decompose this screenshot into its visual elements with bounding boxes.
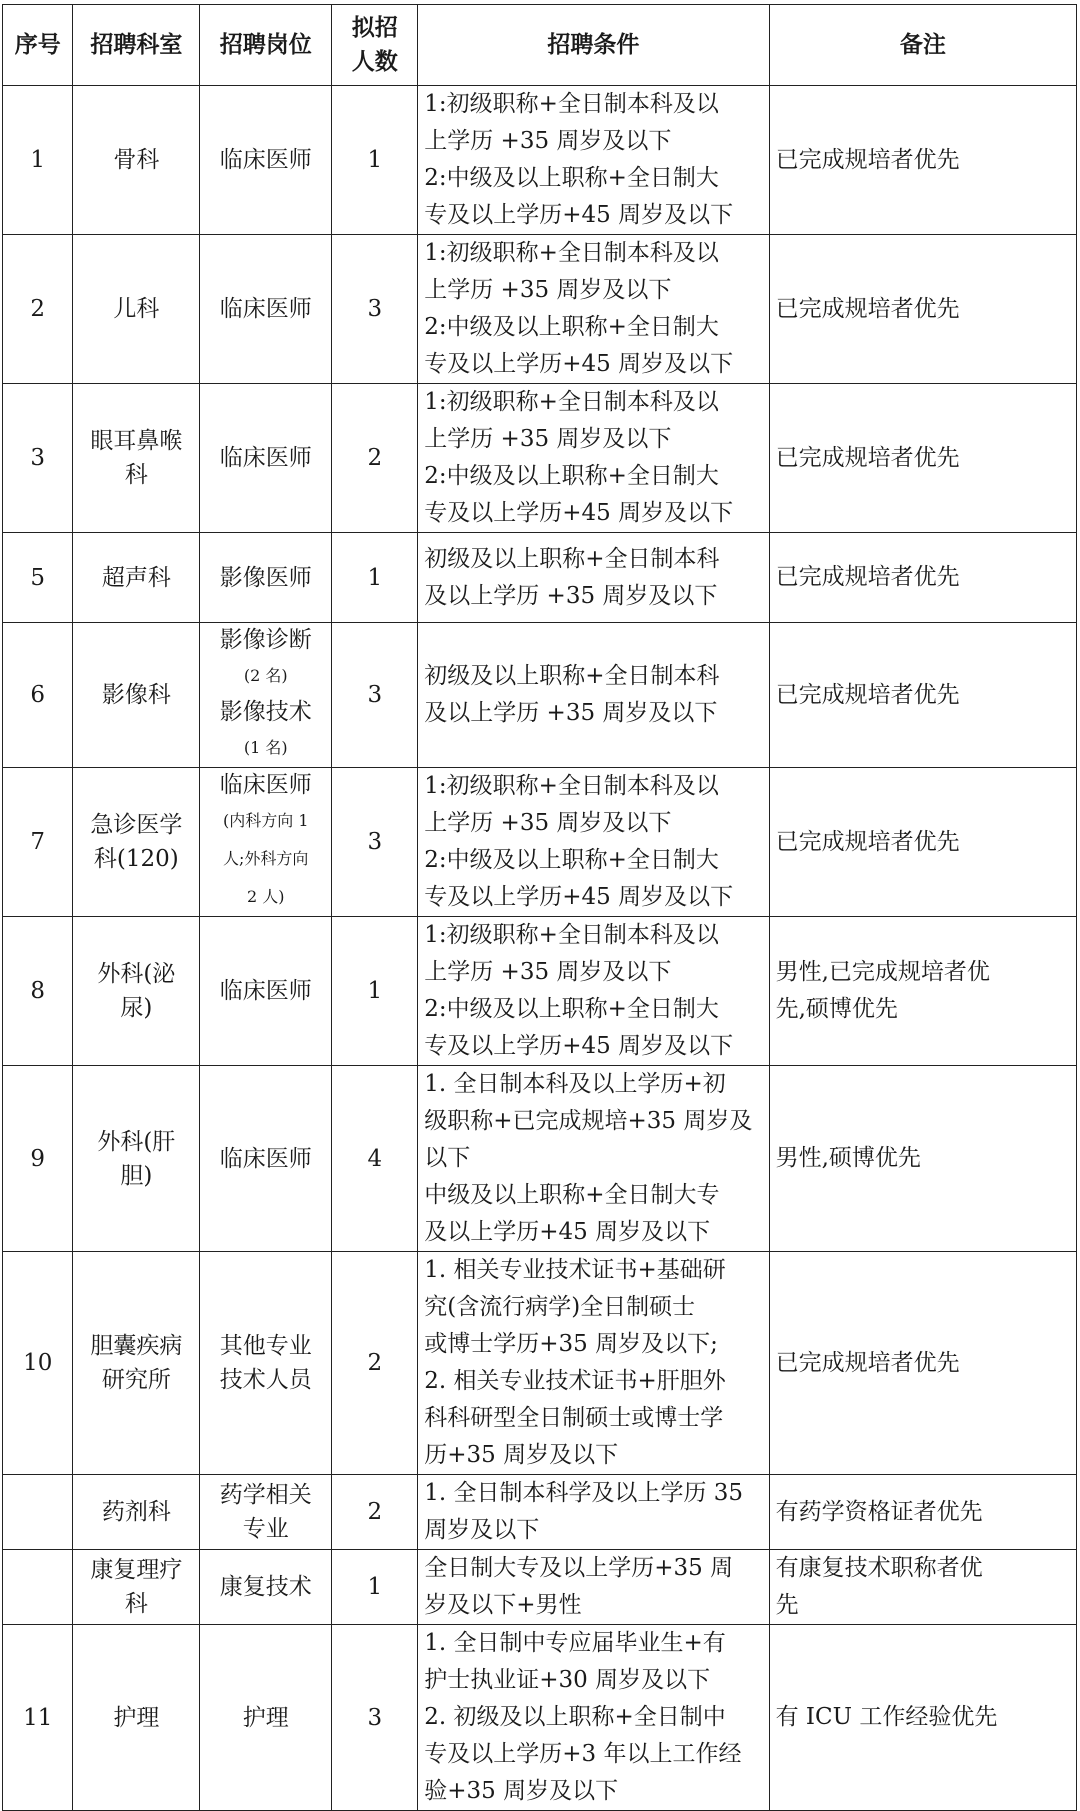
cell-count: 2: [332, 1475, 418, 1550]
department-line: 胆囊疾病: [90, 1333, 183, 1359]
cell-count: 4: [332, 1066, 418, 1252]
table-row: [3, 533, 1077, 623]
table-row: [3, 235, 1077, 384]
cell-count: 1: [332, 86, 418, 235]
cell-conditions: [418, 1066, 769, 1252]
cell-position: [200, 235, 332, 384]
cell-remarks: [769, 1550, 1076, 1625]
cell-index: 8: [3, 917, 73, 1066]
condition-line: 及以上学历 +35 周岁及以下: [424, 582, 718, 609]
table-row: [3, 917, 1077, 1066]
cell-department: [73, 1550, 200, 1625]
condition-line: 2:中级及以上职称+全日制大: [424, 165, 719, 191]
table-body: [3, 86, 1077, 1811]
cell-position: [200, 1066, 332, 1252]
cell-index: 11: [3, 1625, 73, 1811]
condition-line: 周岁及以下: [424, 1517, 540, 1543]
remark-line: 已完成规培者优先: [775, 564, 960, 590]
condition-line: 全日制大专及以上学历+35 周: [424, 1555, 734, 1581]
position-line: 影像技术: [219, 699, 312, 725]
table-row: [3, 384, 1077, 533]
table-row: [3, 1475, 1077, 1550]
cell-department: [73, 384, 200, 533]
cell-index: 10: [3, 1252, 73, 1475]
cell-index: 6: [3, 623, 73, 768]
condition-line: 初级及以上职称+全日制本科: [424, 663, 720, 689]
header-remarks: 备注: [769, 5, 1076, 86]
cell-position: [200, 384, 332, 533]
cell-position: [200, 623, 332, 768]
position-line: 临床医师: [219, 978, 312, 1004]
header-conditions: 招聘条件: [418, 5, 769, 86]
cell-department: [73, 1625, 200, 1811]
cell-department: [73, 917, 200, 1066]
condition-line: 2:中级及以上职称+全日制大: [424, 847, 719, 873]
position-line: 康复技术: [219, 1574, 312, 1600]
remark-line: 男性,已完成规培者优: [775, 959, 990, 985]
condition-line: 究(含流行病学)全日制硕士: [424, 1294, 696, 1320]
table-row: [3, 1252, 1077, 1475]
cell-index: 2: [3, 235, 73, 384]
cell-conditions: [418, 623, 769, 768]
cell-conditions: [418, 533, 769, 623]
condition-line: 历+35 周岁及以下: [424, 1442, 619, 1468]
cell-count: 1: [332, 1550, 418, 1625]
cell-index: [3, 1475, 73, 1550]
condition-line: 验+35 周岁及以下: [424, 1778, 619, 1804]
remark-line: 有康复技术职称者优: [775, 1555, 983, 1581]
cell-department: [73, 623, 200, 768]
remark-line: 男性,硕博优先: [775, 1145, 921, 1171]
department-line: 科(120): [93, 846, 179, 872]
department-line: 超声科: [101, 564, 171, 591]
position-line: 专业: [242, 1516, 289, 1542]
cell-count: 3: [332, 623, 418, 768]
header-row: [3, 5, 1077, 86]
condition-line: 1. 相关专业技术证书+基础研: [424, 1257, 726, 1283]
cell-remarks: [769, 1475, 1076, 1550]
table-row: [3, 623, 1077, 768]
condition-line: 以下: [424, 1145, 471, 1171]
condition-line: 1. 全日制本科学及以上学历 35: [424, 1480, 744, 1506]
department-line: 科: [124, 462, 148, 488]
position-line: 临床医师: [219, 147, 312, 173]
condition-line: 1:初级职称+全日制本科及以: [424, 240, 719, 266]
header-count: [332, 5, 418, 86]
cell-count: 3: [332, 1625, 418, 1811]
cell-remarks: [769, 384, 1076, 533]
department-line: 护理: [113, 1704, 160, 1731]
position-line: 临床医师: [219, 445, 312, 471]
condition-line: 岁及以下+男性: [424, 1592, 582, 1618]
condition-line: 或博士学历+35 周岁及以下;: [424, 1331, 718, 1357]
cell-department: [73, 768, 200, 917]
position-line: 其他专业: [219, 1333, 312, 1359]
department-line: 康复理疗: [90, 1557, 183, 1583]
cell-position: [200, 1252, 332, 1475]
position-line: 技术人员: [219, 1367, 312, 1393]
department-line: 眼耳鼻喉: [90, 428, 183, 454]
position-line: 护理: [242, 1704, 289, 1731]
cell-department: [73, 1475, 200, 1550]
condition-line: 专及以上学历+45 周岁及以下: [424, 500, 734, 526]
condition-line: 1:初级职称+全日制本科及以: [424, 773, 719, 799]
condition-line: 护士执业证+30 周岁及以下: [424, 1667, 711, 1693]
department-line: 儿科: [113, 296, 160, 322]
cell-position: [200, 1625, 332, 1811]
cell-conditions: [418, 384, 769, 533]
cell-conditions: [418, 917, 769, 1066]
position-line: 临床医师: [219, 772, 312, 798]
table-row: [3, 768, 1077, 917]
table-row: [3, 1625, 1077, 1811]
position-line: 临床医师: [219, 1145, 312, 1172]
condition-line: 1. 全日制中专应届毕业生+有: [424, 1630, 726, 1656]
department-line: 影像科: [101, 682, 171, 708]
header-count-line: 拟招: [351, 15, 398, 41]
cell-index: 5: [3, 533, 73, 623]
header-count-line: 人数: [351, 49, 398, 75]
cell-remarks: [769, 623, 1076, 768]
remark-line: 有 ICU 工作经验优先: [775, 1704, 998, 1730]
header-position: 招聘岗位: [200, 5, 332, 86]
condition-line: 及以上学历+45 周岁及以下: [424, 1219, 711, 1245]
position-line: (内科方向 1: [222, 811, 309, 830]
condition-line: 初级及以上职称+全日制本科: [424, 545, 720, 572]
condition-line: 专及以上学历+3 年以上工作经: [424, 1741, 742, 1767]
cell-department: [73, 235, 200, 384]
remark-line: 已完成规培者优先: [775, 1349, 960, 1376]
condition-line: 2. 相关专业技术证书+肝胆外: [424, 1368, 726, 1394]
cell-count: 3: [332, 235, 418, 384]
condition-line: 及以上学历 +35 周岁及以下: [424, 700, 718, 726]
cell-conditions: [418, 235, 769, 384]
remark-line: 已完成规培者优先: [775, 146, 960, 173]
position-line: 人;外科方向: [223, 849, 309, 868]
department-line: 急诊医学: [90, 812, 183, 838]
cell-conditions: [418, 768, 769, 917]
cell-index: 9: [3, 1066, 73, 1252]
cell-count: 1: [332, 917, 418, 1066]
condition-line: 上学历 +35 周岁及以下: [424, 128, 672, 154]
cell-position: [200, 1550, 332, 1625]
condition-line: 2:中级及以上职称+全日制大: [424, 996, 719, 1022]
condition-line: 2:中级及以上职称+全日制大: [424, 463, 719, 489]
remark-line: 已完成规培者优先: [775, 681, 960, 708]
position-line: (2 名): [243, 666, 288, 685]
department-line: 研究所: [101, 1367, 171, 1393]
header-department: 招聘科室: [73, 5, 200, 86]
cell-remarks: [769, 533, 1076, 623]
cell-department: [73, 86, 200, 235]
table-row: [3, 86, 1077, 235]
condition-line: 1. 全日制本科及以上学历+初: [424, 1071, 726, 1097]
condition-line: 1:初级职称+全日制本科及以: [424, 389, 719, 415]
remark-line: 已完成规培者优先: [775, 444, 960, 471]
cell-conditions: [418, 1252, 769, 1475]
cell-department: [73, 1252, 200, 1475]
cell-index: 1: [3, 86, 73, 235]
cell-count: 3: [332, 768, 418, 917]
department-line: 骨科: [113, 147, 160, 173]
position-line: 影像医师: [219, 564, 312, 591]
cell-index: 3: [3, 384, 73, 533]
cell-remarks: [769, 1066, 1076, 1252]
cell-index: 7: [3, 768, 73, 917]
condition-line: 上学历 +35 周岁及以下: [424, 277, 672, 303]
table-row: [3, 1066, 1077, 1252]
cell-conditions: [418, 1550, 769, 1625]
cell-remarks: [769, 86, 1076, 235]
remark-line: 已完成规培者优先: [775, 828, 960, 855]
cell-department: [73, 1066, 200, 1252]
remark-line: 先: [775, 1592, 799, 1618]
position-line: 药学相关: [219, 1482, 312, 1508]
position-line: 影像诊断: [219, 627, 312, 653]
cell-position: [200, 1475, 332, 1550]
cell-remarks: [769, 917, 1076, 1066]
condition-line: 2. 初级及以上职称+全日制中: [424, 1704, 726, 1730]
condition-line: 上学历 +35 周岁及以下: [424, 959, 672, 985]
cell-conditions: [418, 1475, 769, 1550]
condition-line: 专及以上学历+45 周岁及以下: [424, 351, 734, 377]
position-line: 2 人): [246, 887, 285, 906]
cell-department: [73, 533, 200, 623]
cell-conditions: [418, 86, 769, 235]
cell-count: 2: [332, 384, 418, 533]
remark-line: 已完成规培者优先: [775, 295, 960, 322]
table-row: [3, 1550, 1077, 1625]
cell-remarks: [769, 235, 1076, 384]
condition-line: 专及以上学历+45 周岁及以下: [424, 202, 734, 228]
remark-line: 有药学资格证者优先: [775, 1498, 983, 1525]
position-line: 临床医师: [219, 296, 312, 322]
position-line: (1 名): [243, 738, 288, 757]
department-line: 尿): [120, 995, 153, 1021]
remark-line: 先,硕博优先: [775, 996, 898, 1022]
cell-position: [200, 86, 332, 235]
condition-line: 上学历 +35 周岁及以下: [424, 426, 672, 452]
cell-remarks: [769, 1252, 1076, 1475]
condition-line: 中级及以上职称+全日制大专: [424, 1182, 720, 1208]
department-line: 科: [124, 1591, 148, 1617]
condition-line: 上学历 +35 周岁及以下: [424, 810, 672, 836]
cell-count: 1: [332, 533, 418, 623]
department-line: 药剂科: [101, 1499, 171, 1525]
recruitment-table: [2, 4, 1077, 1811]
cell-position: [200, 768, 332, 917]
department-line: 外科(肝: [97, 1128, 176, 1155]
department-line: 外科(泌: [97, 961, 176, 987]
condition-line: 级职称+已完成规培+35 周岁及: [424, 1108, 753, 1134]
cell-count: 2: [332, 1252, 418, 1475]
condition-line: 1:初级职称+全日制本科及以: [424, 91, 719, 117]
cell-conditions: [418, 1625, 769, 1811]
cell-remarks: [769, 768, 1076, 917]
header-index: 序号: [3, 5, 73, 86]
condition-line: 专及以上学历+45 周岁及以下: [424, 884, 734, 910]
condition-line: 1:初级职称+全日制本科及以: [424, 922, 719, 948]
condition-line: 科科研型全日制硕士或博士学: [424, 1405, 724, 1431]
condition-line: 2:中级及以上职称+全日制大: [424, 314, 719, 340]
condition-line: 专及以上学历+45 周岁及以下: [424, 1033, 734, 1059]
cell-position: [200, 533, 332, 623]
cell-remarks: [769, 1625, 1076, 1811]
cell-index: [3, 1550, 73, 1625]
cell-position: [200, 917, 332, 1066]
department-line: 胆): [120, 1162, 153, 1189]
